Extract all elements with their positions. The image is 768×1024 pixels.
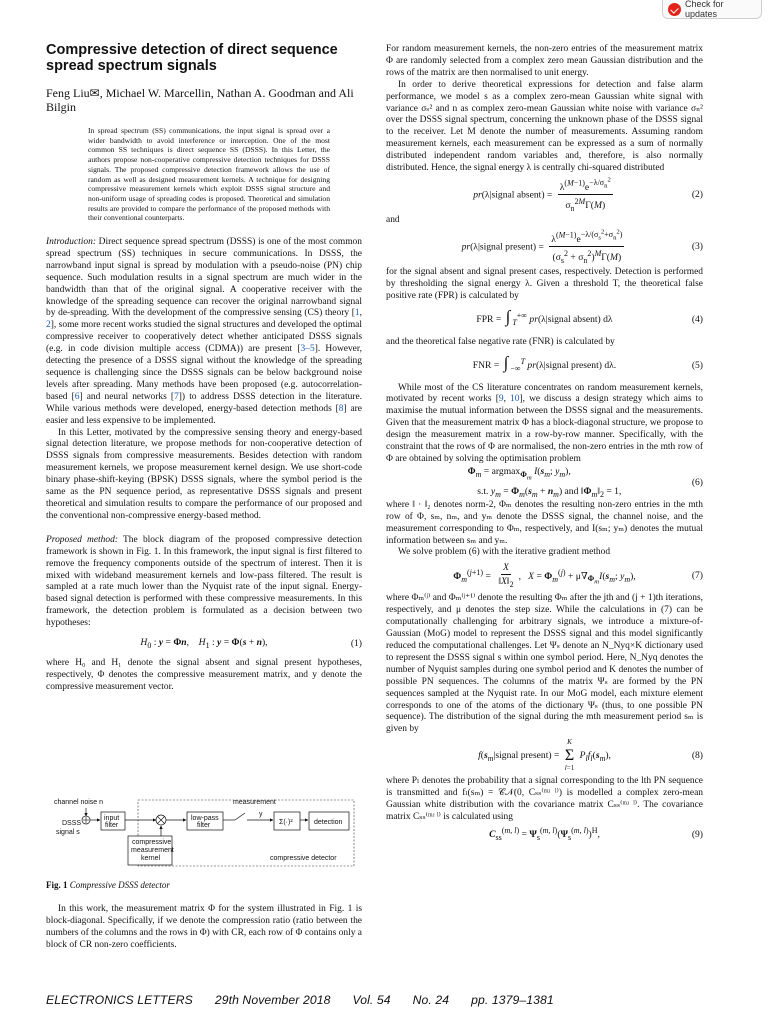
check-for-updates-button[interactable] bbox=[662, 0, 762, 19]
theory-paragraph: In order to derive theoretical expressions for detection and false alarm performance, we model s as a complex zero-mean Gaussian white signal with variance σₛ² and n as complex zero-mean Gaussian white noise with variance σₙ² over the DSSS signal spectrum, concerning the unknown phase of the DSSS signal to the receiver. Let M denote the number of measurements. Assuming random measurement kernels, each measurement can be expressed as a sum of normally distributed independent random variables and, therefore, is also normally distributed. Hence, the signal energy λ is centrally chi-squared distributed bbox=[386, 79, 703, 174]
channel-noise-label: channel noise n bbox=[54, 799, 104, 806]
block-diagram bbox=[52, 796, 356, 868]
block-diagram-svg bbox=[52, 796, 356, 868]
dsss-label: DSSS bbox=[62, 820, 82, 827]
citation-link[interactable]: 10 bbox=[510, 394, 520, 405]
svg-text:Σ(·)²: Σ(·)² bbox=[279, 819, 293, 826]
equation-7: $\Phi_m^{(j+1)}$ = $\frac{X}{‖X‖_2}$ , $X = \Phi_m^{(j)} + \mu\nabla_{\Phi_m}I(s_m$; $y_m$), (7) bbox=[453, 561, 703, 590]
method-heading: Proposed method: bbox=[46, 534, 118, 545]
right-column: For random measurement kernels, the non-zero entries of the measurement matrix Φ are randomly selected from a complex zero mean Gaussian distribution and the rows of the matrix are then normalised to unit energy. In order to derive theoretical expressions for detection and false alarm performance, we model s as a complex zero-mean Gaussian white signal with variance σₛ² and n as complex zero-mean Gaussian white noise with variance σₙ² over the DSSS signal spectrum, concerning the unknown phase of the DSSS signal to the receiver. Let M denote the number of measurements. Assuming random measurement kernels, each measurement can be expressed as a sum of normally distributed independent random variables and, therefore, is also normally distributed. Hence, the signal energy λ is centrally chi-squared distributed pr(λ|signal absent) = $\frac{\lambda^{(M-1)}e^{-\lambda/\sigma_n^2}}{\sigma_n^{2M}\Gamma(M)}$ (2) and pr(λ|signal present) = $\frac{\lambda^{(M-1)}e^{-\lambda/(\sigma_s^2+\sigma_n^2)}}{(\sigma_s^2 + \sigma_n^2)^M\Gamma(M)}$ (3) for the signal absent and signal present cases, respectively. Detection is performed by thresholding the signal energy λ. Given a threshold T, the theoretical false positive rate (FPR) is calculated by FPR = ∫ $_T$+∞ pr(λ|signal absent) dλ (4) and the theoretical false negative rate (FNR) is calculated by FNR = ∫ $_{-\infty}^T$ pr(λ|signal present) dλ. (5) While most of the CS literature concentrates on random measurement kernels, motivated by recent works [9, 10], we discuss a design strategy which aims to maximise the mutual information between the DSSS signal and the measurements. Given that the measurement matrix Φ has a block-diagonal structure, we propose to design the measurement matrix in a row-by-row manner. Specifically, with the constraint that the rows of Φ are normalised, the non-zero entries in the mth row of Φ are obtained by solving the optimisation problem $\Phi_m = argmax_{\Phi_m}$ $I(s_m$; $y_m$), s.t. $y_m = \Phi_m(s_m + n_m)$ and $‖\Phi_m‖_2 = 1$, (6) where ‖ · ‖₂ denotes norm-2, Φₘ denotes the resulting non-zero entries in the mth row of Φ, sₘ, nₘ, and yₘ denote the DSSS signal, the channel noise, and the measurement corresponding to Φₘ, respectively, and I(sₘ; yₘ) denotes the mutual information between sₘ and yₘ. We solve problem (6) with the iterative gradient method $\Phi_m^{(j+1)}$ = $\frac{X}{‖X‖_2}$ , $X = \Phi_m^{(j)} + \mu\nabla_{\Phi_m}I(s_m$; $y_m$), (7) where Φₘ⁽ʲ⁾ and Φₘ⁽ʲ⁺¹⁾ denote the resulting Φₘ after the jth and (j + 1)th iterations, respectively, and μ denotes the step size. While the calculations in (7) can be computationally challenging for arbitrary signals, we introduce a mixture-of-Gaussian (MoG) model to represent the DSSS signal and this model significantly reduced the computational challenges. Let Ψₛ denote an N_Nyq×K dictionary used to represent the DSSS signal s within one symbol period. Here, N_Nyq denotes the number of Nyquist samples during one symbol period and K denotes the number of possible PN sequences. The columns of the matrix Ψₛ are formed by the PN sequences sampled at the Nyquist rate. In our MoG model, each mixture element corresponds to one of the atoms of the dictionary Ψₛ (thus, to one possible PN sequence). The distribution of the signal during the mth measurement period sₘ is given by $f(s_m|signal$ present) = K Σ l=1 $P_lf_l(s_m)$, (8) where Pₗ denotes the probability that a signal corresponding to the lth PN sequence is transmitted and fₗ(sₘ) = 𝒞𝒩(0, Cₛₛ⁽ᵐʴ ˡ⁾) is modelled a complex zero-mean Gaussian white distribution with the covariance matrix Cₛₛ⁽ᵐʴ ˡ⁾. The covariance matrix Cₛₛ⁽ᵐʴ ˡ⁾ is calculated using $C_{ss}^{(m, l)} = \Psi_s^{(m, l)}(\Psi_s^{(m, l)})^H$, (9) bbox=[386, 44, 703, 846]
citation-link[interactable]: 9 bbox=[498, 394, 504, 405]
equation-1: $H_0$ : y = Φn, $H_1$ : y = Φ(s + n), (1) bbox=[140, 636, 362, 650]
check-icon bbox=[668, 3, 681, 16]
signal-s-label: signal s bbox=[56, 829, 80, 836]
abstract: In spread spectrum (SS) communications, the input signal is spread over a wider bandwidth to avoid interference or interception. One of the most common SS techniques is direct sequence SS (DSSS). In this Letter, the authors propose non-cooperative compressive detection techniques for DSSS signals. The proposed compressive detection framework allows the use of random as well as designed measurement kernels. A technique for designing compressive measurement kernels which exploit DSSS signal structure and non-uniform usage of spreading codes is proposed. Theoretical and simulation results are provided to compare the performance of the proposed methods with their conventional counterparts. bbox=[88, 126, 330, 223]
figure-caption: Fig. 1 Compressive DSSS detector bbox=[46, 880, 170, 890]
page-range: pp. 1379–1381 bbox=[471, 993, 554, 1007]
fnr-paragraph: and the theoretical false negative rate (FNR) is calculated by bbox=[386, 336, 615, 347]
intro-paragraph-1: Introduction: Direct sequence spread spectrum (DSSS) is one of the most common spread spectrum (SS) techniques in secure communications. In DSSS, the narrowband input signal is spread by modulation with a pseudo-noise (PN) chip sequence. Such modulation results in a signal spectrum are much wider in the bandwidth than that of the original signal. A cooperative receiver with the knowledge of the spreading sequence can recover the original narrowband signal by de-spreading. With the development of the compressive sensing (CS) theory [1, 2], some more recent works studied the signal structures and developed the optimal compressive receiver to cooperatively detect whether anticipated DSSS signals (e.g. in code division multiple access (CDMA)) are present [3–5]. However, detecting the presence of a DSSS signal without the knowledge of the spreading sequence is challenging since the DSSS signals can be below background noise levels after spreading. Many methods have been proposed (e.g. autocorrelation-based [6] and neural networks [7]) to address DSSS detection in the literature. While various methods were developed, energy-based detection methods [8] are easier and less expensive to be implemented. bbox=[46, 237, 362, 426]
citation-link[interactable]: 8 bbox=[338, 403, 344, 414]
svg-text:detection: detection bbox=[314, 819, 343, 826]
equation-2: pr(λ|signal absent) = $\frac{\lambda^{(M-1)}e^{-\lambda/\sigma_n^2}}{\sigma_n^{2M}\Gamma(M)}$ (2) bbox=[473, 176, 703, 214]
intro-paragraph-2: In this Letter, motivated by the compressive sensing theory and energy-based signal detection literature, we propose methods for non-cooperative detection of DSSS signals from compressive measurements. Besides detection with random measurement kernels, we propose measurement kernel design. We use short-code binary phase-shift-keying (BPSK) DSSS signals, where the symbol period is the same as the PN sequence period, as representative DSSS signals and present theoretical and simulation results to compare the performance of our proposed and the conventional non-compressive energy-based method. bbox=[46, 427, 362, 521]
compressive-detector-label: compressive detector bbox=[270, 855, 337, 862]
citation-link[interactable]: 1 bbox=[354, 308, 360, 319]
equation-5: FNR = ∫ $_{-\infty}^T$ pr(λ|signal present) dλ. (5) bbox=[472, 353, 703, 374]
method-paragraph-1: Proposed method: The block diagram of the proposed compressive detection framework is shown in Fig. 1. In this framework, the input signal is first filtered to remove the frequency components outside of the spectrum of interest. Then it is mixed with wideband measurement kernels and low-pass filtered. The result is sampled at a rate much lower than the Nyquist rate of the input signal. Energy-based signal detection is performed with these compressive measurements. In this framework, the detection problem is formulated as a decision between two hypotheses: bbox=[46, 534, 362, 629]
measurement-label: measurement bbox=[233, 799, 276, 806]
authors: Feng Liu✉, Michael W. Marcellin, Nathan A. Goodman and Ali Bilgin bbox=[46, 86, 354, 114]
equation-8: $f(s_m|signal$ present) = K Σ l=1 $P_lf_l(s_m)$, (8) bbox=[478, 738, 703, 773]
citation-link[interactable]: 6 bbox=[74, 391, 80, 402]
journal-footer bbox=[46, 993, 706, 1007]
after-eq1-paragraph: where H₀ and H₁ denote the signal absent and signal present hypotheses, respectively, Φ denotes the compressive measurement matrix, and y denote the compressive measurement vector. bbox=[46, 658, 362, 692]
random-kernels-paragraph: For random measurement kernels, the non-zero entries of the measurement matrix Φ are randomly selected from a complex zero mean Gaussian distribution and the rows of the matrix are then normalised to unit energy. bbox=[386, 44, 703, 78]
volume: Vol. 54 bbox=[352, 993, 391, 1007]
check-for-updates-label: Check for updates bbox=[685, 0, 724, 19]
issue-number: No. 24 bbox=[412, 993, 450, 1007]
svg-text:low-pass: low-pass bbox=[191, 815, 219, 822]
svg-text:filter: filter bbox=[105, 822, 119, 829]
y-label: y bbox=[259, 811, 263, 818]
design-paragraph: While most of the CS literature concentrates on random measurement kernels, motivated by recent works [9, 10], we discuss a design strategy which aims to maximise the mutual information between the DSSS signal and the measurements. Given that the measurement matrix Φ has a block-diagonal structure, we propose to design the measurement matrix in a row-by-row manner. Specifically, with the constraint that the rows of Φ are normalised, the non-zero entries in the mth row of Φ are obtained by solving the optimisation problem bbox=[386, 382, 703, 464]
svg-text:measurement: measurement bbox=[131, 847, 174, 854]
equation-9: $C_{ss}^{(m, l)} = \Psi_s^{(m, l)}(\Psi_s^{(m, l)})^H$, (9) bbox=[489, 826, 703, 843]
after-figure-paragraph: In this work, the measurement matrix Φ for the system illustrated in Fig. 1 is block-diagonal. Specifically, if we denote the compression ratio (ratio between the numbers of the columns and the rows in Φ) with CR, each row of Φ contains only a block of CR non-zero coefficients. bbox=[46, 904, 362, 950]
journal-name: ELECTRONICS LETTERS bbox=[46, 993, 193, 1007]
covariance-paragraph: where Pₗ denotes the probability that a signal corresponding to the lth PN sequence is transmitted and fₗ(sₘ) = 𝒞𝒩(0, Cₛₛ⁽ᵐʴ ˡ⁾) is modelled a complex zero-mean Gaussian white distribution with the covariance matrix Cₛₛ⁽ᵐʴ ˡ⁾. The covariance matrix Cₛₛ⁽ᵐʴ ˡ⁾ is calculated using bbox=[386, 776, 703, 822]
sampler-switch bbox=[235, 813, 245, 820]
input-filter-label: input bbox=[104, 815, 120, 822]
svg-text:compressive: compressive bbox=[132, 839, 172, 846]
paper-title: Compressive detection of direct sequence spread spectrum signals bbox=[46, 42, 338, 74]
fpr-paragraph: for the signal absent and signal present cases, respectively. Detection is performed by thresholding the signal energy λ. Given a threshold T, the theoretical false positive rate (FPR) is calculated by bbox=[386, 266, 703, 301]
svg-text:kernel: kernel bbox=[141, 855, 161, 862]
left-column bbox=[46, 42, 362, 694]
mog-paragraph: where Φₘ⁽ʲ⁾ and Φₘ⁽ʲ⁺¹⁾ denote the resulting Φₘ after the jth and (j + 1)th iterations, respectively, and μ denotes the step size. While the calculations in (7) can be computationally challenging for arbitrary signals, we introduce a mixture-of-Gaussian (MoG) model to represent the DSSS signal and this model significantly reduced the computational challenges. Let Ψₛ denote an N_Nyq×K dictionary used to represent the DSSS signal s within one symbol period. Here, N_Nyq denotes the number of Nyquist samples during one symbol period and K denotes the number of possible PN sequences. The columns of the matrix Ψₛ are formed by the PN sequences sampled at the Nyquist rate. In our MoG model, each mixture element corresponds to one of the atoms of the dictionary Ψₛ (thus, to one possible PN sequence). The distribution of the signal during the mth measurement period sₘ is given by bbox=[386, 593, 703, 735]
equation-6: $\Phi_m = argmax_{\Phi_m}$ $I(s_m$; $y_m$), s.t. $y_m = \Phi_m(s_m + n_m)$ and $‖\Phi_m‖_2 = 1$, (6) bbox=[467, 466, 703, 499]
norm-paragraph: where ‖ · ‖₂ denotes norm-2, Φₘ denotes the resulting non-zero entries in the mth row of Φ, sₘ, nₘ, and yₘ denote the DSSS signal, the channel noise, and the measurement corresponding to Φₘ, respectively, and I(sₘ; yₘ) denotes the mutual information between sₘ and yₘ. bbox=[386, 499, 703, 546]
equation-4: FPR = ∫ $_T$+∞ pr(λ|signal absent) dλ (4) bbox=[476, 307, 703, 328]
issue-date: 29th November 2018 bbox=[214, 993, 331, 1007]
svg-text:filter: filter bbox=[197, 822, 211, 829]
citation-link[interactable]: 7 bbox=[174, 391, 179, 402]
citation-link[interactable]: 2 bbox=[46, 320, 51, 331]
equation-3: pr(λ|signal present) = $\frac{\lambda^{(M-1)}e^{-\lambda/(\sigma_s^2+\sigma_n^2)}}{(\sigma_s^2 + \sigma_n^2)^M\Gamma(M)}$ (3) bbox=[461, 228, 703, 266]
equation-number: (1) bbox=[350, 638, 362, 650]
intro-heading: Introduction: bbox=[46, 237, 96, 248]
citation-link[interactable]: 3–5 bbox=[300, 344, 315, 355]
